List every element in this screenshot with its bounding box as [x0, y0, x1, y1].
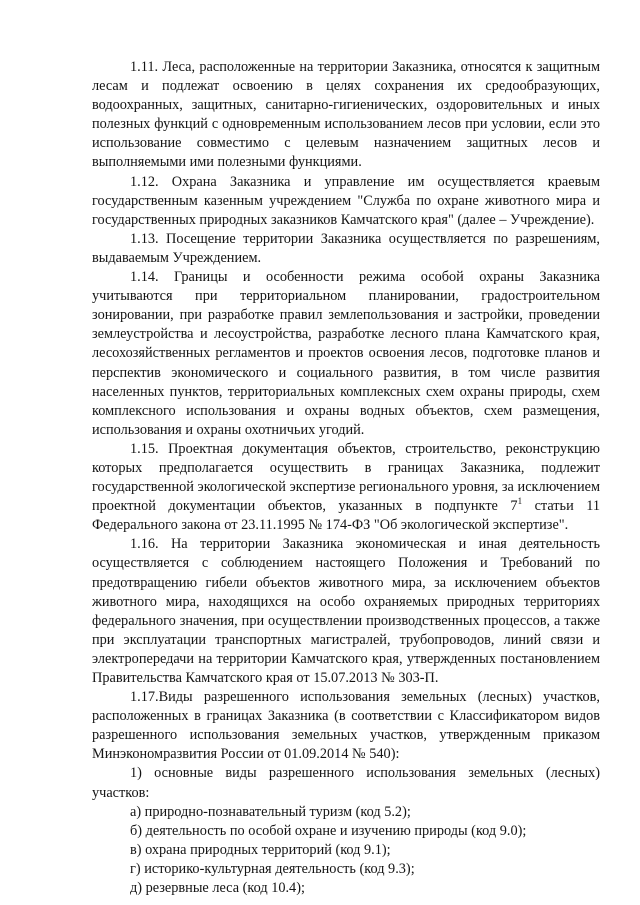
paragraph-1-14: 1.14. Границы и особенности режима особой охраны Заказника учитываются при территориальном планировании, градостроительном зонировании, при разработке правил землепользования и застройки, проведении землеустройства и лесоустройства, разработке лесного плана Камчатского края, лесохозяйственных регламентов и проектов освоения лесов, подготовке планов и перспектив экономического и социального развития, в том числе развития населенных пунктов, территориальных комплексных схем охраны природы, схем комплексного использования и охраны водных объектов, схем размещения, использования и охраны охотничьих угодий.: [92, 269, 600, 438]
list-item-a: а) природно-познавательный туризм (код 5.2);: [130, 803, 411, 820]
paragraph-1-15-text: 1.15. Проектная документация объектов, строительство, реконструкцию которых предполагается осуществить в границах Заказника, подлежит государственной экологической экспертизе регионального уровня, за исключением проектной документации объектов, указанных в подпункте 7: [92, 440, 600, 515]
list-item-g: г) историко-культурная деятельность (код 9.3);: [130, 860, 415, 877]
list-item-b: б) деятельность по особой охране и изучению природы (код 9.0);: [130, 822, 527, 839]
paragraph-1-16: 1.16. На территории Заказника экономическая и иная деятельность осуществляется с соблюдением настоящего Положения и Требований по предотвращению гибели объектов животного мира, за исключением объектов животного мира, находящихся на особо охраняемых природных территориях федерального значения, при осуществлении производственных процессов, а также при эксплуатации транспортных магистралей, трубопроводов, линий связи и электропередачи на территории Камчатского края, утвержденных постановлением Правительства Камчатского края от 15.07.2013 № 303-П.: [92, 536, 600, 686]
paragraph-1-17: 1.17.Виды разрешенного использования земельных (лесных) участков, расположенных в границах Заказника (в соответствии с Классификатором видов разрешенного использования земельных участков, утвержденным приказом Минэкономразвития России от 01.09.2014 № 540):: [92, 689, 600, 763]
paragraph-1-12: 1.12. Охрана Заказника и управление им осуществляется краевым государственным казенным учреждением "Служба по охране животного мира и государственных природных заказников Камчатского края" (далее – Учреждение).: [92, 173, 600, 228]
paragraph-1-15: [92, 440, 600, 535]
paragraph-1-13: 1.13. Посещение территории Заказника осуществляется по разрешениям, выдаваемым Учреждением.: [92, 230, 600, 266]
paragraph-1-11: 1.11. Леса, расположенные на территории Заказника, относятся к защитным лесам и подлежат освоению в целях сохранения их средообразующих, водоохранных, защитных, санитарно-гигиенических, оздоровительных и иных полезных функций с одновременным использованием лесов при условии, если это использование совместимо с целевым назначением защитных лесов и выполняемыми ими полезными функциями.: [92, 59, 600, 171]
paragraph-1-15-text-end: статьи 11 Федерального закона от 23.11.1995 № 174-ФЗ "Об экологической экспертизе".: [92, 498, 600, 534]
list-item-v: в) охрана природных территорий (код 9.1);: [130, 841, 391, 858]
superscript-index: 1: [517, 496, 523, 507]
list-item-d: д) резервные леса (код 10.4);: [130, 880, 305, 897]
paragraph-1-17-subitem-1: 1) основные виды разрешенного использования земельных (лесных) участков:: [92, 765, 600, 801]
